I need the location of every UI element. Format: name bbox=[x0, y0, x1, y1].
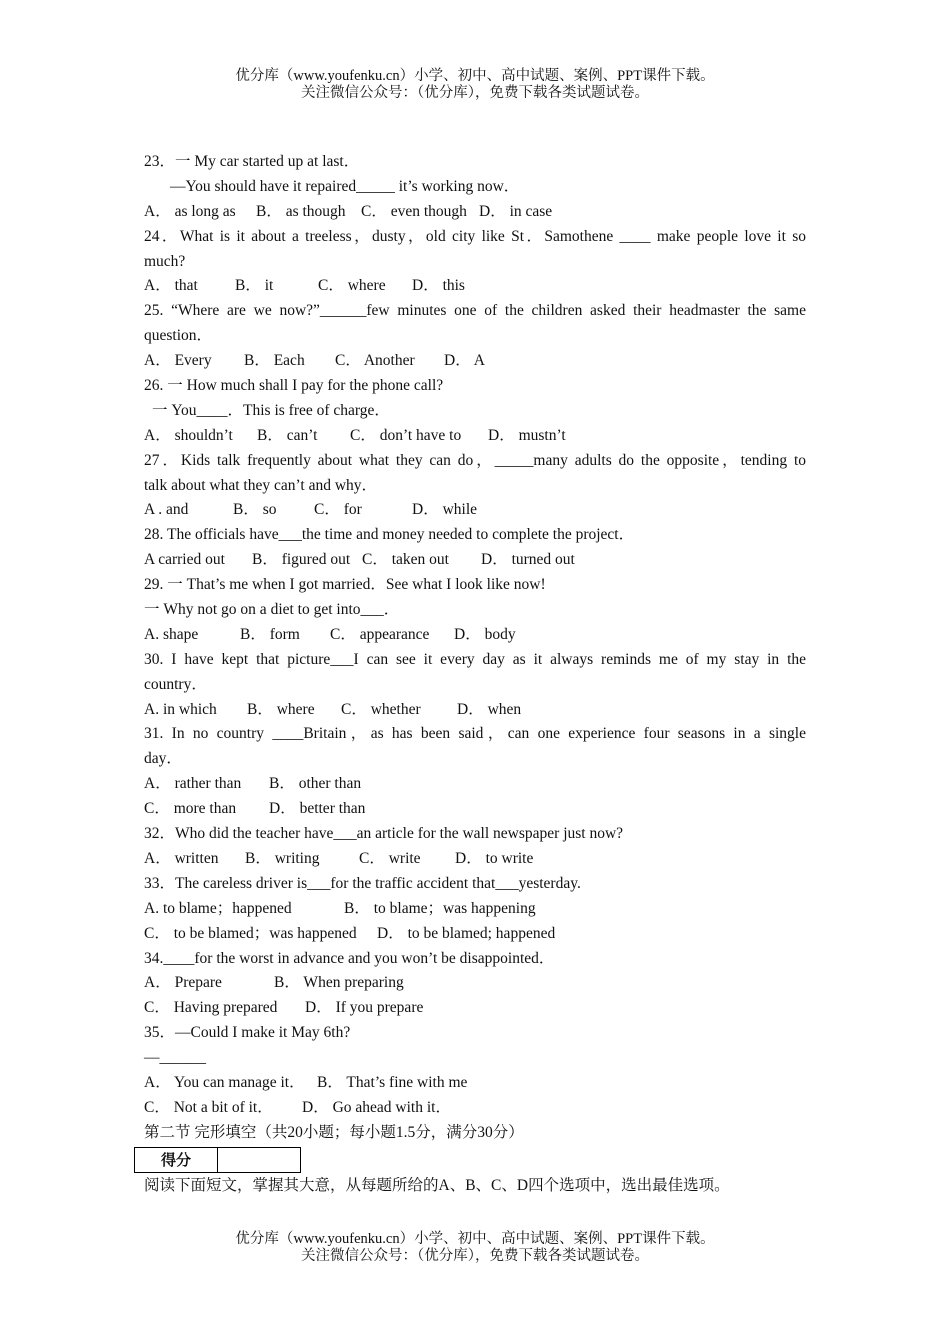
page-header bbox=[0, 68, 950, 102]
question-27-stem-cont: talk about what they can’t and why． bbox=[144, 476, 378, 494]
question-26-options bbox=[144, 424, 806, 449]
question-31-stem-cont: day． bbox=[144, 750, 182, 768]
footer-line-2: 关注微信公众号：（优分库），免费下载各类试题试卷。 bbox=[301, 1248, 649, 1264]
exam-content bbox=[144, 150, 806, 1199]
option-b[interactable]: B． it bbox=[235, 277, 274, 295]
option-c[interactable]: C． Not a bit of it． bbox=[144, 1098, 273, 1116]
question-23-stem: 23．一 My car started up at last． bbox=[144, 153, 360, 170]
question-24-stem-cont: much? bbox=[144, 252, 186, 270]
option-c[interactable]: C． Another bbox=[335, 352, 415, 370]
question-35-options-row-2 bbox=[144, 1096, 806, 1121]
question-24-options bbox=[144, 274, 806, 299]
question-35-reply: —______ bbox=[144, 1049, 206, 1067]
question-25-options bbox=[144, 349, 806, 374]
option-c[interactable]: C． Having prepared bbox=[144, 999, 278, 1017]
question-28-stem: 28. The officials have___the time and money needed to complete the project． bbox=[144, 526, 635, 544]
question-29-stem: 29. 一 That’s me when I got married．See what I look like now! bbox=[144, 576, 546, 594]
option-d[interactable]: D． when bbox=[457, 700, 522, 718]
question-33-options-row-2 bbox=[144, 922, 806, 947]
question-33-stem: 33．The careless driver is___for the traffic accident that___yesterday. bbox=[144, 874, 581, 892]
option-b[interactable]: B． other than bbox=[269, 775, 362, 793]
option-a[interactable]: A . and bbox=[144, 501, 189, 519]
option-b[interactable]: B． as though bbox=[256, 202, 346, 220]
question-31-options-row-2 bbox=[144, 797, 806, 822]
option-b[interactable]: B． figured out bbox=[252, 551, 351, 569]
question-24-stem: 24．What is it about a treeless，dusty，old city like St．Samothene ____ make people love it so bbox=[144, 227, 806, 245]
section-2-title: 第二节 完形填空（共20小题；每小题1.5分，满分30分） bbox=[144, 1123, 524, 1141]
option-b[interactable]: B． so bbox=[233, 501, 277, 519]
footer-line-1: 优分库（www.youfenku.cn）小学、初中、高中试题、案例、PPT课件下载。 bbox=[235, 1231, 715, 1247]
question-34-stem: 34.____for the worst in advance and you won’t be disappointed． bbox=[144, 949, 555, 967]
question-32-options bbox=[144, 847, 806, 872]
option-a[interactable]: A． shouldn’t bbox=[144, 426, 233, 444]
question-30-options bbox=[144, 698, 806, 723]
option-b[interactable]: B． That’s fine with me bbox=[317, 1073, 468, 1091]
section-2-instruction: 阅读下面短文，掌握其大意，从每题所给的A、B、C、D四个选项中，选出最佳选项。 bbox=[144, 1176, 730, 1194]
option-c[interactable]: C． to be blamed；was happened bbox=[144, 924, 357, 942]
question-28-options bbox=[144, 548, 806, 573]
question-35-options-row-1 bbox=[144, 1071, 806, 1096]
score-label: 得分 bbox=[135, 1147, 218, 1172]
page-footer bbox=[0, 1231, 950, 1265]
option-b[interactable]: B． writing bbox=[245, 849, 320, 867]
option-c[interactable]: C． whether bbox=[341, 700, 421, 718]
question-27-stem: 27．Kids talk frequently about what they can do，_____many adults do the opposite，tending to bbox=[144, 451, 806, 469]
option-b[interactable]: B． form bbox=[240, 625, 300, 643]
option-d[interactable]: D． to write bbox=[455, 849, 534, 867]
question-35-stem: 35．—Could I make it May 6th? bbox=[144, 1024, 351, 1042]
score-box bbox=[144, 1146, 806, 1174]
option-c[interactable]: C． for bbox=[314, 501, 362, 519]
option-d[interactable]: D． to be blamed; happened bbox=[377, 924, 556, 942]
option-d[interactable]: D． in case bbox=[479, 202, 553, 220]
question-29-options bbox=[144, 623, 806, 648]
option-d[interactable]: D． body bbox=[454, 625, 516, 643]
score-input-cell[interactable] bbox=[218, 1147, 301, 1172]
option-a[interactable]: A． as long as bbox=[144, 202, 236, 220]
question-30-stem: 30. I have kept that picture___I can see it every day as it always reminds me of my stay in the bbox=[144, 650, 806, 668]
option-b[interactable]: B． can’t bbox=[257, 426, 318, 444]
question-26-reply: 一 You____．This is free of charge． bbox=[152, 401, 390, 419]
option-b[interactable]: B． where bbox=[247, 700, 315, 718]
option-a[interactable]: A carried out bbox=[144, 551, 225, 569]
option-d[interactable]: D． while bbox=[412, 501, 478, 519]
option-a[interactable]: A． You can manage it． bbox=[144, 1073, 305, 1091]
option-c[interactable]: C． more than bbox=[144, 800, 237, 818]
option-a[interactable]: A． Every bbox=[144, 352, 212, 370]
score-table bbox=[134, 1147, 301, 1173]
question-25-stem: 25. “Where are we now?”______few minutes one of the children asked their headmaster the same bbox=[144, 302, 806, 320]
question-27-options bbox=[144, 498, 806, 523]
option-c[interactable]: C． where bbox=[318, 277, 386, 295]
option-c[interactable]: C． even though bbox=[361, 202, 467, 220]
option-b[interactable]: B． Each bbox=[244, 352, 305, 370]
header-line-2: 关注微信公众号：（优分库），免费下载各类试题试卷。 bbox=[301, 85, 649, 101]
option-a[interactable]: A． that bbox=[144, 277, 198, 295]
option-a[interactable]: A． Prepare bbox=[144, 974, 222, 992]
option-b[interactable]: B． When preparing bbox=[274, 974, 404, 992]
option-b[interactable]: B． to blame；was happening bbox=[344, 899, 536, 917]
question-34-options-row-2 bbox=[144, 996, 806, 1021]
option-c[interactable]: C． taken out bbox=[362, 551, 449, 569]
option-c[interactable]: C． write bbox=[359, 849, 421, 867]
option-d[interactable]: D． Go ahead with it． bbox=[302, 1098, 451, 1116]
question-33-options-row-1 bbox=[144, 897, 806, 922]
header-line-1: 优分库（www.youfenku.cn）小学、初中、高中试题、案例、PPT课件下载。 bbox=[235, 68, 715, 84]
option-a[interactable]: A． written bbox=[144, 849, 219, 867]
question-25-stem-cont: question． bbox=[144, 327, 213, 345]
option-d[interactable]: D． A bbox=[444, 352, 485, 370]
option-d[interactable]: D． mustn’t bbox=[488, 426, 566, 444]
question-34-options-row-1 bbox=[144, 971, 806, 996]
option-d[interactable]: D． If you prepare bbox=[305, 999, 424, 1017]
question-30-stem-cont: country． bbox=[144, 675, 207, 693]
option-a[interactable]: A. shape bbox=[144, 625, 199, 643]
option-d[interactable]: D． turned out bbox=[481, 551, 575, 569]
question-32-stem: 32．Who did the teacher have___an article for the wall newspaper just now? bbox=[144, 825, 624, 843]
option-c[interactable]: C． don’t have to bbox=[350, 426, 462, 444]
question-29-reply: 一 Why not go on a diet to get into___． bbox=[144, 601, 400, 619]
option-d[interactable]: D． better than bbox=[269, 800, 366, 818]
option-a[interactable]: A. in which bbox=[144, 700, 217, 718]
question-31-stem: 31. In no country ____Britain，as has been said，can one experience four seasons in a single bbox=[144, 725, 806, 743]
option-a[interactable]: A. to blame；happened bbox=[144, 899, 292, 917]
option-c[interactable]: C． appearance bbox=[330, 625, 430, 643]
option-a[interactable]: A． rather than bbox=[144, 775, 242, 793]
option-d[interactable]: D． this bbox=[412, 277, 465, 295]
question-26-stem: 26. 一 How much shall I pay for the phone call? bbox=[144, 377, 444, 395]
question-23-reply: —You should have it repaired_____ it’s working now． bbox=[170, 177, 520, 195]
question-31-options-row-1 bbox=[144, 772, 806, 797]
question-23-options bbox=[144, 200, 806, 225]
